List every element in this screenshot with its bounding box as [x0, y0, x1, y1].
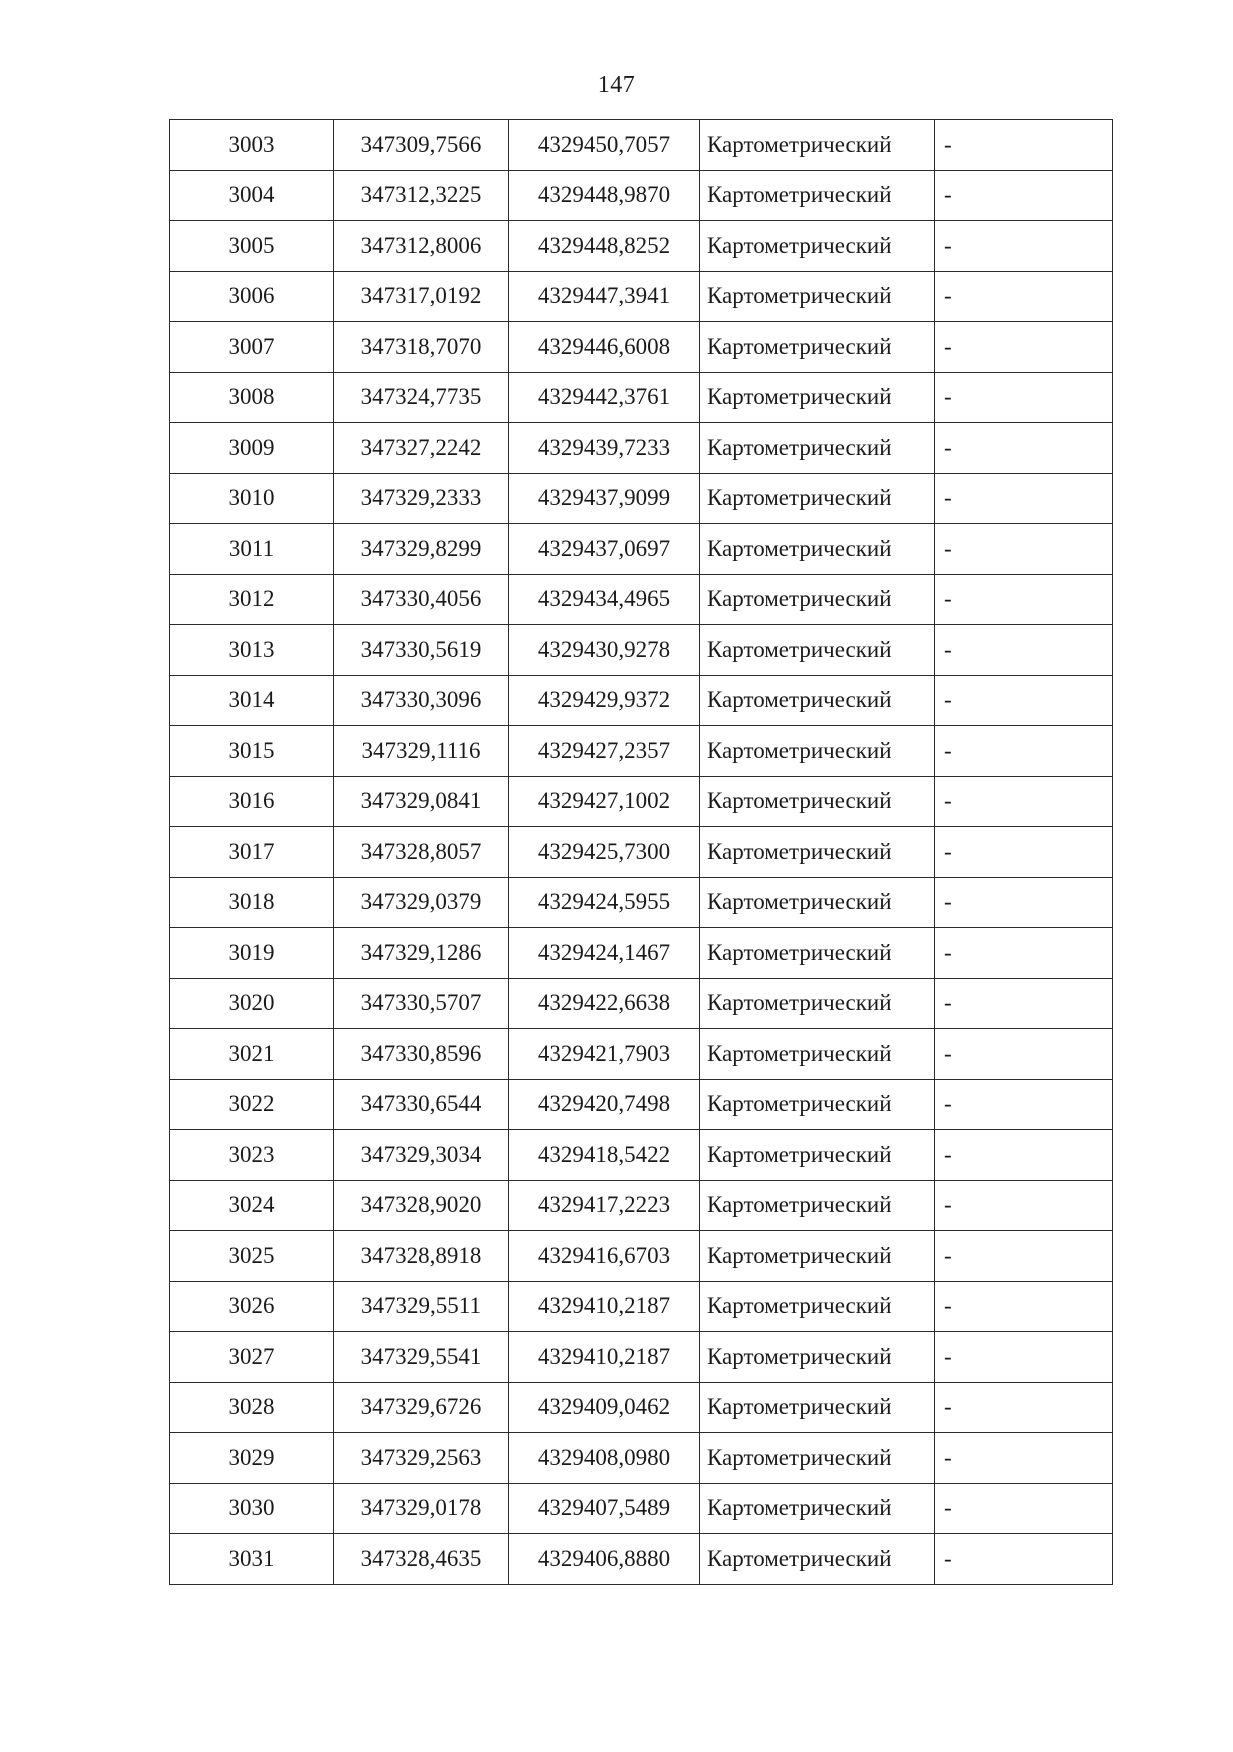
point-number-cell: 3007: [170, 322, 334, 373]
note-cell: -: [935, 877, 1113, 928]
y-coordinate-cell: 4329447,3941: [509, 271, 700, 322]
point-number-cell: 3028: [170, 1382, 334, 1433]
method-cell: Картометрический: [700, 322, 935, 373]
point-number-cell: 3020: [170, 978, 334, 1029]
method-cell: Картометрический: [700, 1231, 935, 1282]
y-coordinate-cell: 4329425,7300: [509, 827, 700, 878]
table-row: [170, 978, 1113, 1029]
point-number-cell: 3013: [170, 625, 334, 676]
method-cell: Картометрический: [700, 221, 935, 272]
x-coordinate-cell: 347312,3225: [334, 170, 509, 221]
note-cell: -: [935, 776, 1113, 827]
table-row: [170, 221, 1113, 272]
x-coordinate-cell: 347327,2242: [334, 423, 509, 474]
y-coordinate-cell: 4329418,5422: [509, 1130, 700, 1181]
y-coordinate-cell: 4329416,6703: [509, 1231, 700, 1282]
note-cell: -: [935, 1483, 1113, 1534]
page-number: 147: [597, 72, 636, 98]
y-coordinate-cell: 4329437,9099: [509, 473, 700, 524]
table-row: [170, 1483, 1113, 1534]
x-coordinate-cell: 347330,8596: [334, 1029, 509, 1080]
table-row: [170, 1231, 1113, 1282]
table-row: [170, 625, 1113, 676]
method-cell: Картометрический: [700, 928, 935, 979]
note-cell: -: [935, 1130, 1113, 1181]
point-number-cell: 3029: [170, 1433, 334, 1484]
method-cell: Картометрический: [700, 776, 935, 827]
point-number-cell: 3005: [170, 221, 334, 272]
table-row: [170, 776, 1113, 827]
method-cell: Картометрический: [700, 726, 935, 777]
coordinates-table: [169, 119, 1113, 1585]
y-coordinate-cell: 4329442,3761: [509, 372, 700, 423]
x-coordinate-cell: 347329,0379: [334, 877, 509, 928]
note-cell: -: [935, 1079, 1113, 1130]
note-cell: -: [935, 1231, 1113, 1282]
x-coordinate-cell: 347329,1116: [334, 726, 509, 777]
point-number-cell: 3018: [170, 877, 334, 928]
note-cell: -: [935, 726, 1113, 777]
method-cell: Картометрический: [700, 1130, 935, 1181]
x-coordinate-cell: 347328,4635: [334, 1534, 509, 1585]
point-number-cell: 3015: [170, 726, 334, 777]
point-number-cell: 3004: [170, 170, 334, 221]
method-cell: Картометрический: [700, 1433, 935, 1484]
x-coordinate-cell: 347324,7735: [334, 372, 509, 423]
point-number-cell: 3016: [170, 776, 334, 827]
note-cell: -: [935, 271, 1113, 322]
method-cell: Картометрический: [700, 574, 935, 625]
table-row: [170, 928, 1113, 979]
y-coordinate-cell: 4329417,2223: [509, 1180, 700, 1231]
table-row: [170, 726, 1113, 777]
method-cell: Картометрический: [700, 827, 935, 878]
method-cell: Картометрический: [700, 372, 935, 423]
x-coordinate-cell: 347328,8057: [334, 827, 509, 878]
note-cell: -: [935, 675, 1113, 726]
note-cell: -: [935, 1281, 1113, 1332]
x-coordinate-cell: 347312,8006: [334, 221, 509, 272]
y-coordinate-cell: 4329427,1002: [509, 776, 700, 827]
point-number-cell: 3008: [170, 372, 334, 423]
table-row: [170, 1029, 1113, 1080]
y-coordinate-cell: 4329421,7903: [509, 1029, 700, 1080]
x-coordinate-cell: 347330,3096: [334, 675, 509, 726]
point-number-cell: 3003: [170, 120, 334, 171]
table-row: [170, 423, 1113, 474]
point-number-cell: 3009: [170, 423, 334, 474]
table-row: [170, 1130, 1113, 1181]
x-coordinate-cell: 347330,6544: [334, 1079, 509, 1130]
x-coordinate-cell: 347318,7070: [334, 322, 509, 373]
x-coordinate-cell: 347328,8918: [334, 1231, 509, 1282]
table-row: [170, 675, 1113, 726]
point-number-cell: 3030: [170, 1483, 334, 1534]
y-coordinate-cell: 4329422,6638: [509, 978, 700, 1029]
table-row: [170, 1079, 1113, 1130]
note-cell: -: [935, 1433, 1113, 1484]
x-coordinate-cell: 347330,5619: [334, 625, 509, 676]
table-row: [170, 1180, 1113, 1231]
method-cell: Картометрический: [700, 473, 935, 524]
x-coordinate-cell: 347329,6726: [334, 1382, 509, 1433]
x-coordinate-cell: 347329,3034: [334, 1130, 509, 1181]
x-coordinate-cell: 347329,1286: [334, 928, 509, 979]
y-coordinate-cell: 4329408,0980: [509, 1433, 700, 1484]
table-body: [170, 120, 1113, 1585]
method-cell: Картометрический: [700, 120, 935, 171]
point-number-cell: 3006: [170, 271, 334, 322]
note-cell: -: [935, 524, 1113, 575]
x-coordinate-cell: 347328,9020: [334, 1180, 509, 1231]
x-coordinate-cell: 347330,5707: [334, 978, 509, 1029]
method-cell: Картометрический: [700, 1382, 935, 1433]
method-cell: Картометрический: [700, 423, 935, 474]
y-coordinate-cell: 4329424,5955: [509, 877, 700, 928]
note-cell: -: [935, 473, 1113, 524]
x-coordinate-cell: 347317,0192: [334, 271, 509, 322]
point-number-cell: 3024: [170, 1180, 334, 1231]
method-cell: Картометрический: [700, 271, 935, 322]
method-cell: Картометрический: [700, 1079, 935, 1130]
y-coordinate-cell: 4329427,2357: [509, 726, 700, 777]
point-number-cell: 3011: [170, 524, 334, 575]
note-cell: -: [935, 1180, 1113, 1231]
note-cell: -: [935, 978, 1113, 1029]
table-row: [170, 1382, 1113, 1433]
y-coordinate-cell: 4329420,7498: [509, 1079, 700, 1130]
note-cell: -: [935, 827, 1113, 878]
x-coordinate-cell: 347329,5541: [334, 1332, 509, 1383]
note-cell: -: [935, 928, 1113, 979]
y-coordinate-cell: 4329407,5489: [509, 1483, 700, 1534]
method-cell: Картометрический: [700, 1332, 935, 1383]
table-row: [170, 372, 1113, 423]
x-coordinate-cell: 347329,2333: [334, 473, 509, 524]
y-coordinate-cell: 4329429,9372: [509, 675, 700, 726]
y-coordinate-cell: 4329424,1467: [509, 928, 700, 979]
method-cell: Картометрический: [700, 1180, 935, 1231]
x-coordinate-cell: 347329,5511: [334, 1281, 509, 1332]
point-number-cell: 3025: [170, 1231, 334, 1282]
table-row: [170, 524, 1113, 575]
method-cell: Картометрический: [700, 1534, 935, 1585]
note-cell: -: [935, 221, 1113, 272]
x-coordinate-cell: 347309,7566: [334, 120, 509, 171]
y-coordinate-cell: 4329410,2187: [509, 1281, 700, 1332]
note-cell: -: [935, 625, 1113, 676]
method-cell: Картометрический: [700, 170, 935, 221]
table-row: [170, 1433, 1113, 1484]
method-cell: Картометрический: [700, 1281, 935, 1332]
table-row: [170, 1332, 1113, 1383]
note-cell: -: [935, 322, 1113, 373]
point-number-cell: 3027: [170, 1332, 334, 1383]
y-coordinate-cell: 4329434,4965: [509, 574, 700, 625]
note-cell: -: [935, 1534, 1113, 1585]
note-cell: -: [935, 1382, 1113, 1433]
table-row: [170, 1281, 1113, 1332]
y-coordinate-cell: 4329446,6008: [509, 322, 700, 373]
method-cell: Картометрический: [700, 524, 935, 575]
table-row: [170, 271, 1113, 322]
y-coordinate-cell: 4329410,2187: [509, 1332, 700, 1383]
table-row: [170, 827, 1113, 878]
y-coordinate-cell: 4329450,7057: [509, 120, 700, 171]
note-cell: -: [935, 120, 1113, 171]
y-coordinate-cell: 4329409,0462: [509, 1382, 700, 1433]
point-number-cell: 3010: [170, 473, 334, 524]
note-cell: -: [935, 574, 1113, 625]
point-number-cell: 3012: [170, 574, 334, 625]
table-row: [170, 120, 1113, 171]
point-number-cell: 3019: [170, 928, 334, 979]
point-number-cell: 3017: [170, 827, 334, 878]
point-number-cell: 3023: [170, 1130, 334, 1181]
method-cell: Картометрический: [700, 978, 935, 1029]
note-cell: -: [935, 372, 1113, 423]
x-coordinate-cell: 347329,8299: [334, 524, 509, 575]
x-coordinate-cell: 347329,2563: [334, 1433, 509, 1484]
table-row: [170, 877, 1113, 928]
note-cell: -: [935, 423, 1113, 474]
method-cell: Картометрический: [700, 877, 935, 928]
y-coordinate-cell: 4329430,9278: [509, 625, 700, 676]
method-cell: Картометрический: [700, 1483, 935, 1534]
method-cell: Картометрический: [700, 1029, 935, 1080]
y-coordinate-cell: 4329448,9870: [509, 170, 700, 221]
point-number-cell: 3022: [170, 1079, 334, 1130]
method-cell: Картометрический: [700, 625, 935, 676]
note-cell: -: [935, 1029, 1113, 1080]
point-number-cell: 3021: [170, 1029, 334, 1080]
y-coordinate-cell: 4329439,7233: [509, 423, 700, 474]
table-row: [170, 574, 1113, 625]
x-coordinate-cell: 347329,0178: [334, 1483, 509, 1534]
note-cell: -: [935, 170, 1113, 221]
table-row: [170, 170, 1113, 221]
method-cell: Картометрический: [700, 675, 935, 726]
table-row: [170, 322, 1113, 373]
note-cell: -: [935, 1332, 1113, 1383]
table-row: [170, 1534, 1113, 1585]
x-coordinate-cell: 347330,4056: [334, 574, 509, 625]
point-number-cell: 3026: [170, 1281, 334, 1332]
x-coordinate-cell: 347329,0841: [334, 776, 509, 827]
y-coordinate-cell: 4329437,0697: [509, 524, 700, 575]
point-number-cell: 3031: [170, 1534, 334, 1585]
table-row: [170, 473, 1113, 524]
y-coordinate-cell: 4329448,8252: [509, 221, 700, 272]
y-coordinate-cell: 4329406,8880: [509, 1534, 700, 1585]
point-number-cell: 3014: [170, 675, 334, 726]
